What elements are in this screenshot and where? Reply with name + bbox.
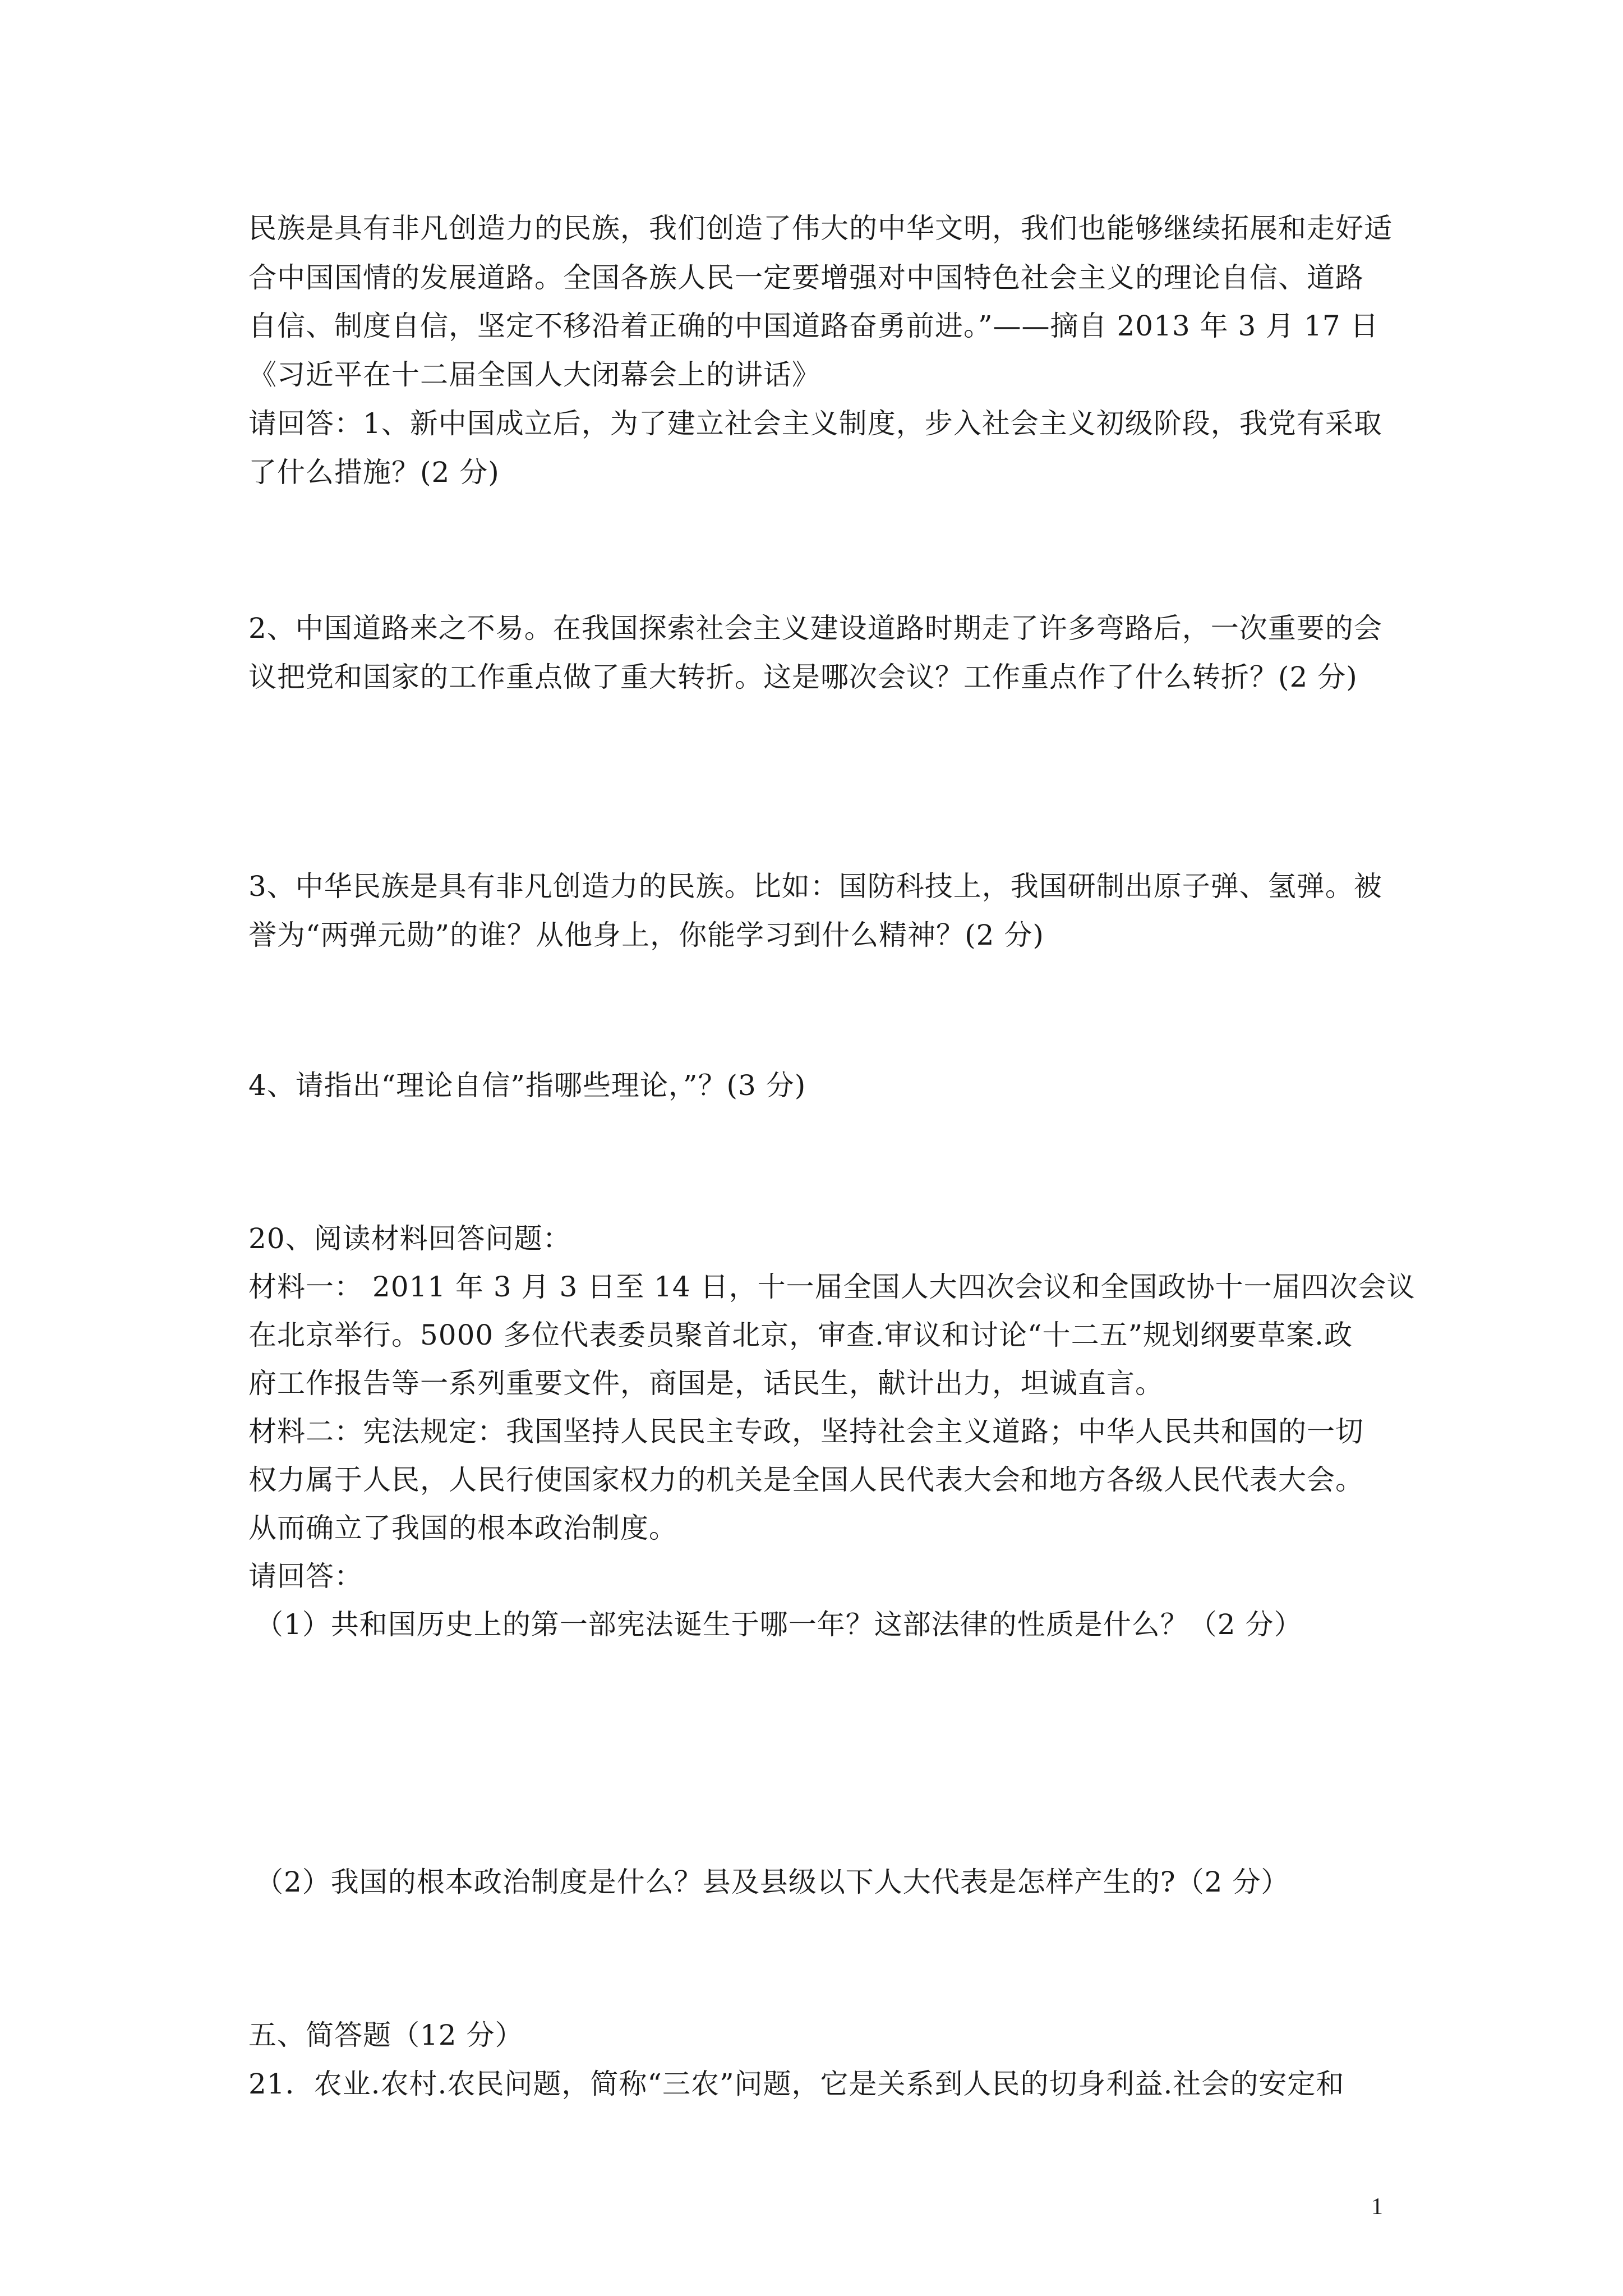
question-3-text: 3、中华民族是具有非凡创造力的民族。比如：国防科技上，我国研制出原子弹、氢弹。被 (248, 870, 1382, 903)
question-1-text: 请回答：1、新中国成立后，为了建立社会主义制度，步入社会主义初级阶段，我党有采取 (248, 407, 1382, 440)
passage-citation: 《习近平在十二届全国人大闭幕会上的讲话》 (248, 358, 820, 391)
question-2-text-cont: 议把党和国家的工作重点做了重大转折。这是哪次会议？工作重点作了什么转折？(2 分) (248, 661, 1358, 693)
question-21-text: 21．农业.农村.农民问题，简称“三农”问题，它是关系到人民的切身利益.社会的安定和 (248, 2068, 1345, 2100)
material-2-text: 材料二：宪法规定：我国坚持人民民主专政，坚持社会主义道路；中华人民共和国的一切 (248, 1415, 1364, 1448)
sub-question-2: （2）我国的根本政治制度是什么？县及县级以下人大代表是怎样产生的?（2 分） (255, 1866, 1290, 1898)
passage-line: 民族是具有非凡创造力的民族，我们创造了伟大的中华文明，我们也能够继续拓展和走好适 (248, 212, 1393, 245)
passage-line: 自信、制度自信，坚定不移沿着正确的中国道路奋勇前进。”——摘自 2013 年 3 月 17 日 (248, 310, 1379, 342)
question-4-text: 4、请指出“理论自信”指哪些理论，”？(3 分) (248, 1069, 806, 1102)
material-2-text-cont: 从而确立了我国的根本政治制度。 (248, 1512, 677, 1544)
passage-line: 合中国国情的发展道路。全国各族人民一定要增强对中国特色社会主义的理论自信、道路 (248, 261, 1364, 294)
question-2-text: 2、中国道路来之不易。在我国探索社会主义建设道路时期走了许多弯路后，一次重要的会 (248, 612, 1382, 645)
material-1-text-cont: 在北京举行。5000 多位代表委员聚首北京，审查.审议和讨论“十二五”规划纲要草案.政 (248, 1319, 1353, 1351)
question-1-text-cont: 了什么措施？(2 分) (248, 456, 500, 489)
answer-prompt: 请回答： (248, 1560, 363, 1593)
material-1-text-cont: 府工作报告等一系列重要文件，商国是，话民生，献计出力，坦诚直言。 (248, 1367, 1164, 1400)
material-1-text: 材料一： 2011 年 3 月 3 日至 14 日，十一届全国人大四次会议和全国政协十一届四次会议 (248, 1271, 1415, 1303)
question-20-title: 20、阅读材料回答问题： (248, 1222, 571, 1255)
material-2-text-cont: 权力属于人民，人民行使国家权力的机关是全国人民代表大会和地方各级人民代表大会。 (248, 1464, 1364, 1496)
sub-question-1: （1）共和国历史上的第一部宪法诞生于哪一年？这部法律的性质是什么？（2 分） (255, 1608, 1303, 1641)
page-number: 1 (1371, 2194, 1383, 2220)
section-heading: 五、简答题（12 分） (248, 2019, 524, 2051)
question-3-text-cont: 誉为“两弹元勋”的谁？从他身上，你能学习到什么精神？(2 分) (248, 919, 1044, 951)
